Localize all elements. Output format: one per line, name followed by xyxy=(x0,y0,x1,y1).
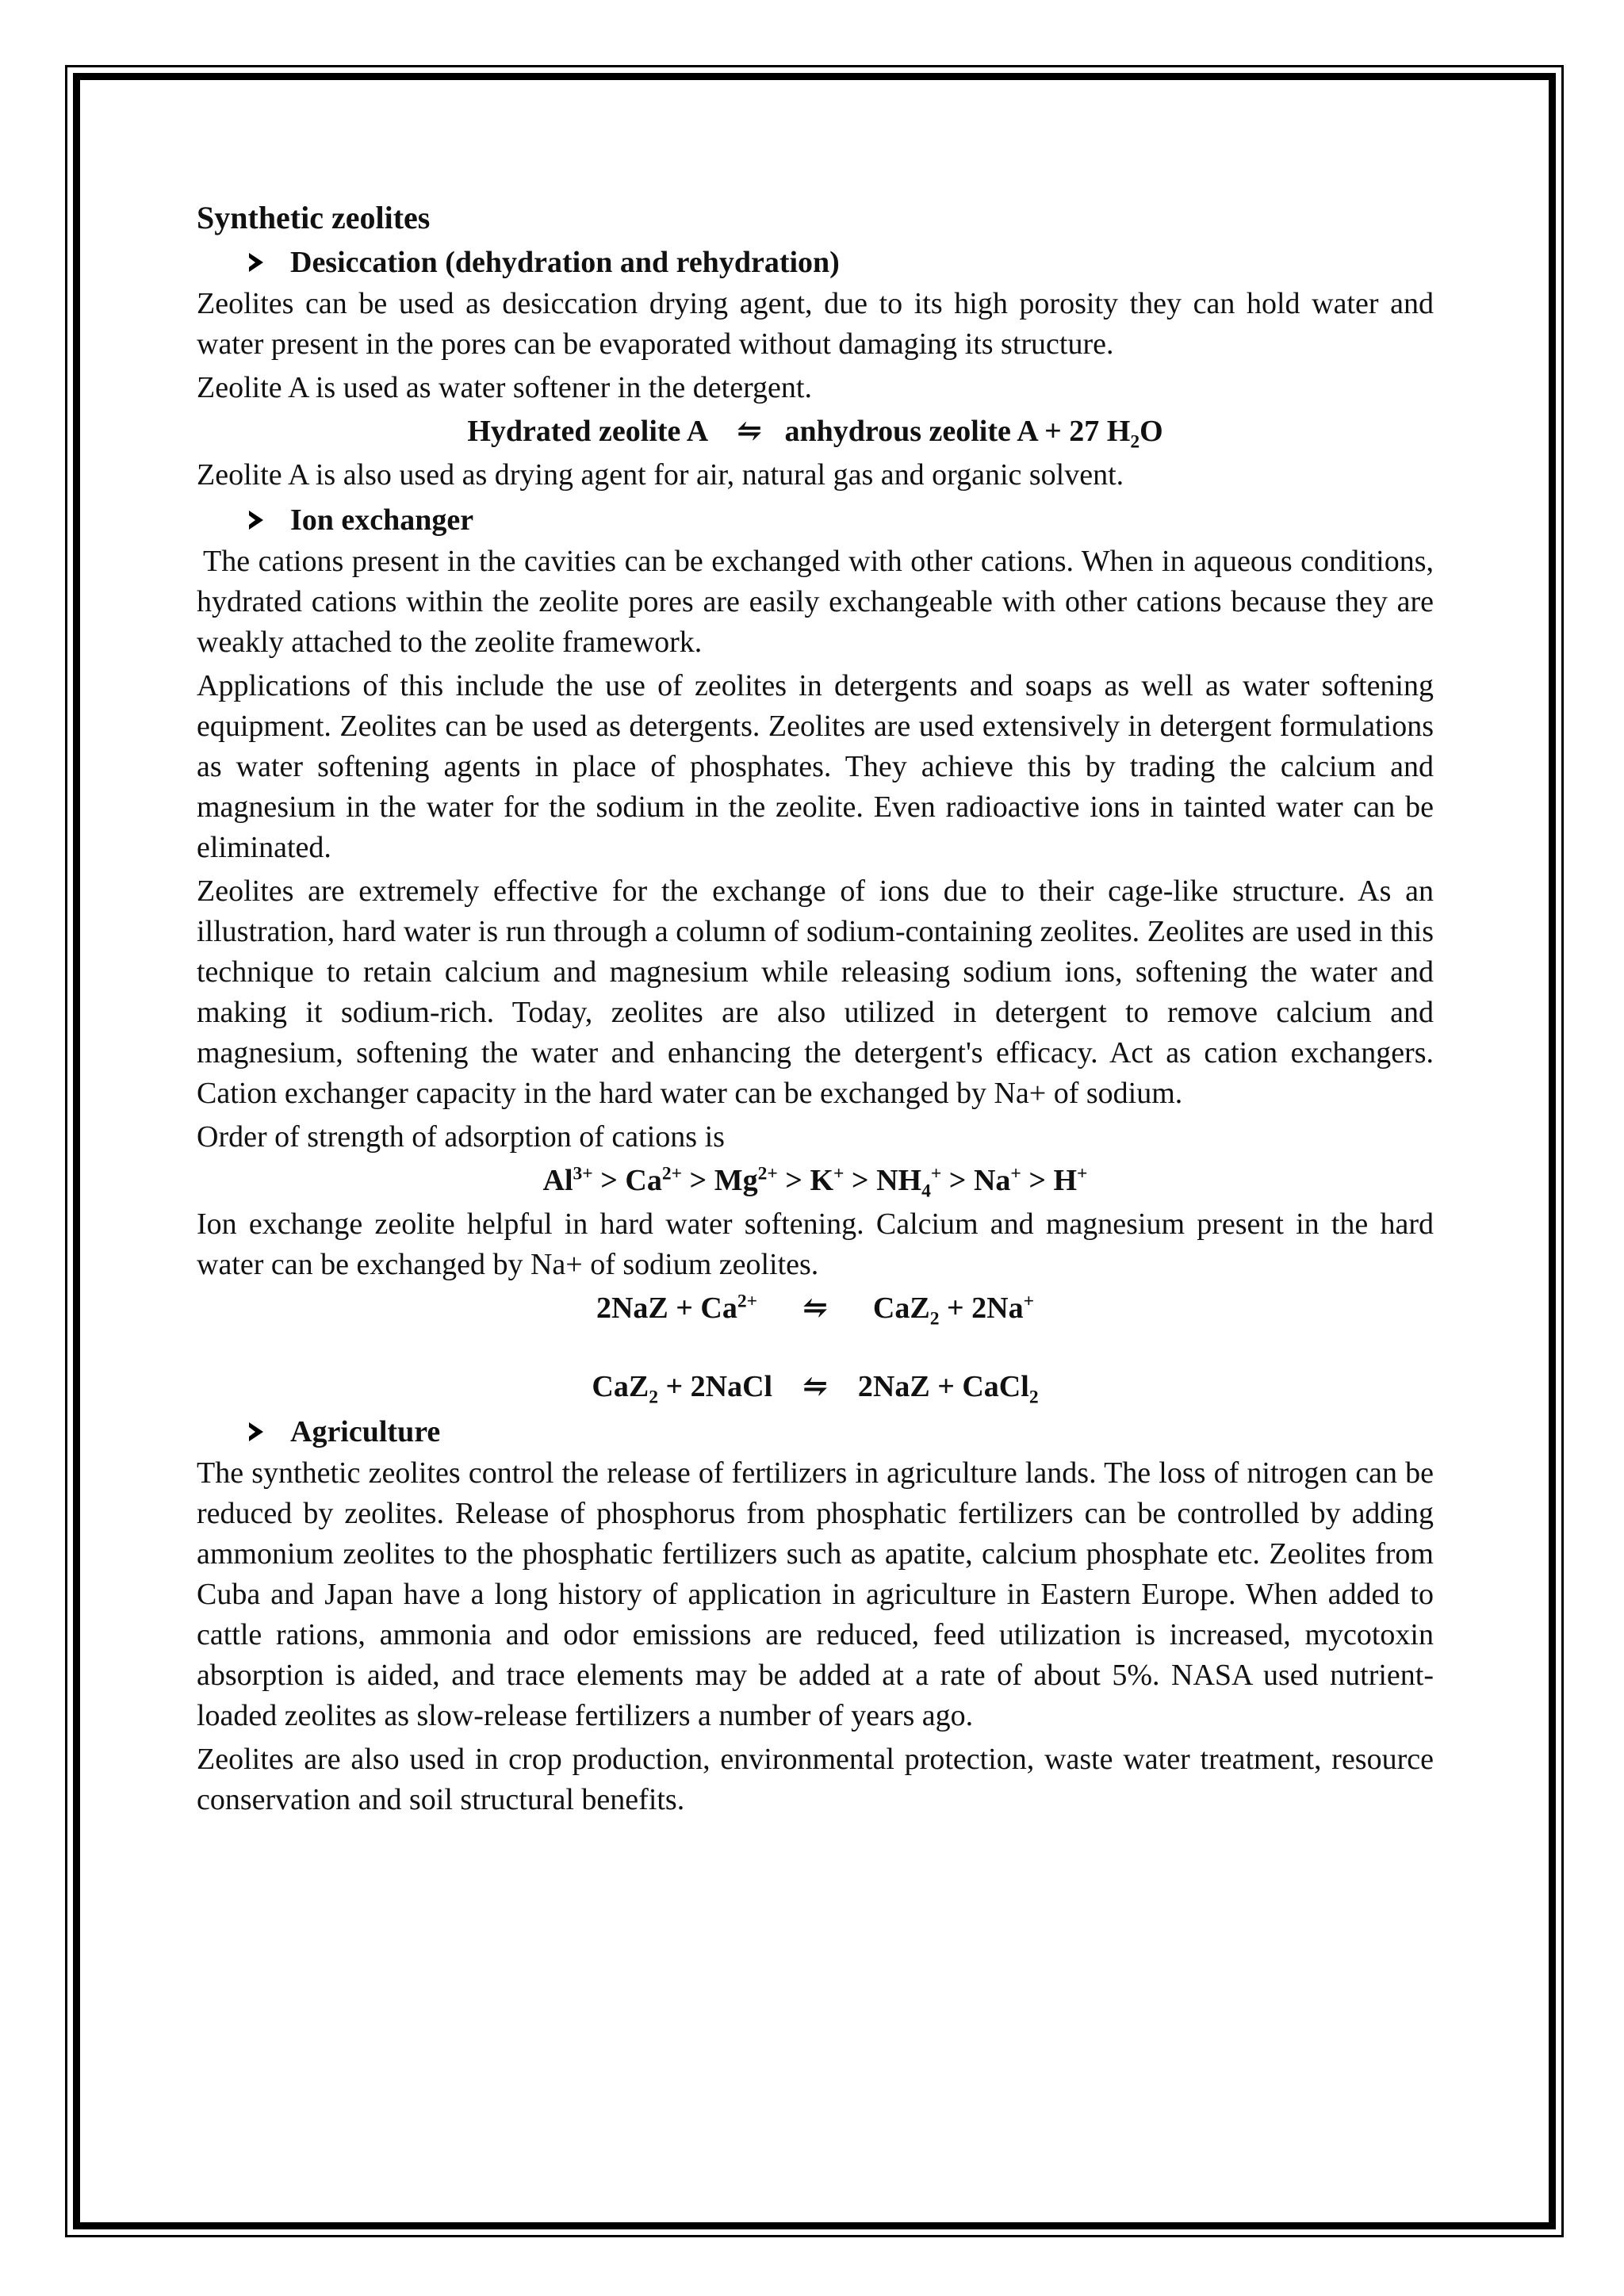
heading-agriculture xyxy=(197,1410,1434,1453)
ion-paragraph-4: Order of strength of adsorption of cations is xyxy=(197,1120,725,1154)
heading-ion-exchanger xyxy=(197,499,1434,541)
agriculture-paragraph-2: Zeolites are also used in crop production, environmental protection, waste water treatment, resource conservation and soil structural benefits. xyxy=(197,1743,1434,1816)
section-title: Synthetic zeolites xyxy=(197,200,431,235)
equation-exchange-1: $2NaZ + Ca^{2+}$ ⇋ CaZ$_2$ + 2Na+ xyxy=(596,1291,1035,1330)
ion-paragraph-3: Zeolites are extremely effective for the exchange of ions due to their cage-like structure. As an illustration, hard water is run through a column of sodium-containing zeolites. Zeolites are used in this technique to retain calcium and magnesium while releasing sodium ions, softening the water and making it sodium-rich. Today, zeolites are also utilized in detergent to remove calcium and magnesium, softening the water and enhancing the detergent's efficacy. Act as cation exchangers. Cation exchanger capacity in the hard water can be exchanged by Na+ of sodium. xyxy=(197,874,1434,1110)
heading-desiccation xyxy=(197,241,1434,284)
equilibrium-arrow-icon: ⇋ xyxy=(737,415,762,448)
heading-desiccation-text: Desiccation (dehydration and rehydration) xyxy=(290,246,840,279)
ion-paragraph-1: The cations present in the cavities can be exchanged with other cations. When in aqueous conditions, hydrated cations within the zeolite pores are easily exchangeable with other cations because they are weakly attached to the zeolite framework. xyxy=(197,545,1434,659)
equilibrium-arrow-icon: ⇋ xyxy=(802,1292,828,1325)
equation-hydration: Hydrated zeolite A ⇋ anhydrous zeolite A + 27 $H_2O$ xyxy=(467,415,1163,453)
desiccation-paragraph-2: Zeolite A is used as water softener in the detergent. xyxy=(197,371,812,404)
arrow-bullet-icon xyxy=(249,1422,263,1441)
equation-exchange-2: CaZ$_2$ + 2NaCl ⇋ 2NaZ + CaCl$_2$ xyxy=(592,1370,1039,1408)
spacer xyxy=(197,1332,1434,1365)
arrow-bullet-icon xyxy=(249,511,263,530)
agriculture-paragraph-1: The synthetic zeolites control the release of fertilizers in agriculture lands. The loss of nitrogen can be reduced by zeolites. Release of phosphorus from phosphatic fertilizers can be controlled by adding ammonium zeolites to the phosphatic fertilizers such as apatite, calcium phosphate etc. Zeolites from Cuba and Japan have a long history of application in agriculture in Eastern Europe. When added to cattle rations, ammonia and odor emissions are reduced, feed utilization is increased, mycotoxin absorption is aided, and trace elements may be added at a rate of about 5%. NASA used nutrient-loaded zeolites as slow-release fertilizers a number of years ago. xyxy=(197,1456,1434,1732)
equilibrium-arrow-icon: ⇋ xyxy=(802,1370,828,1403)
ion-paragraph-2: Applications of this include the use of zeolites in detergents and soaps as well as water softening equipment. Zeolites can be used as detergents. Zeolites are used extensively in detergent formulations as water softening agents in place of phosphates. They achieve this by trading the calcium and magnesium in the water for the sodium in the zeolite. Even radioactive ions in tainted water can be eliminated. xyxy=(197,669,1434,864)
heading-ion-exchanger-text: Ion exchanger xyxy=(290,503,474,537)
document-body xyxy=(197,197,1434,1823)
arrow-bullet-icon xyxy=(249,253,263,272)
desiccation-paragraph-3: Zeolite A is also used as drying agent for air, natural gas and organic solvent. xyxy=(197,458,1124,492)
desiccation-paragraph-1: Zeolites can be used as desiccation drying agent, due to its high porosity they can hold water and water present in the pores can be evaporated without damaging its structure. xyxy=(197,287,1434,361)
equation-cation-order: $Al^{3+} > Ca^{2+} > Mg^{2+} > K^+ > NH_4^+ > Na^+ > H^+$ xyxy=(542,1163,1088,1202)
heading-agriculture-text: Agriculture xyxy=(290,1415,441,1448)
ion-paragraph-5: Ion exchange zeolite helpful in hard water softening. Calcium and magnesium present in the hard water can be exchanged by Na+ of sodium zeolites. xyxy=(197,1207,1434,1281)
